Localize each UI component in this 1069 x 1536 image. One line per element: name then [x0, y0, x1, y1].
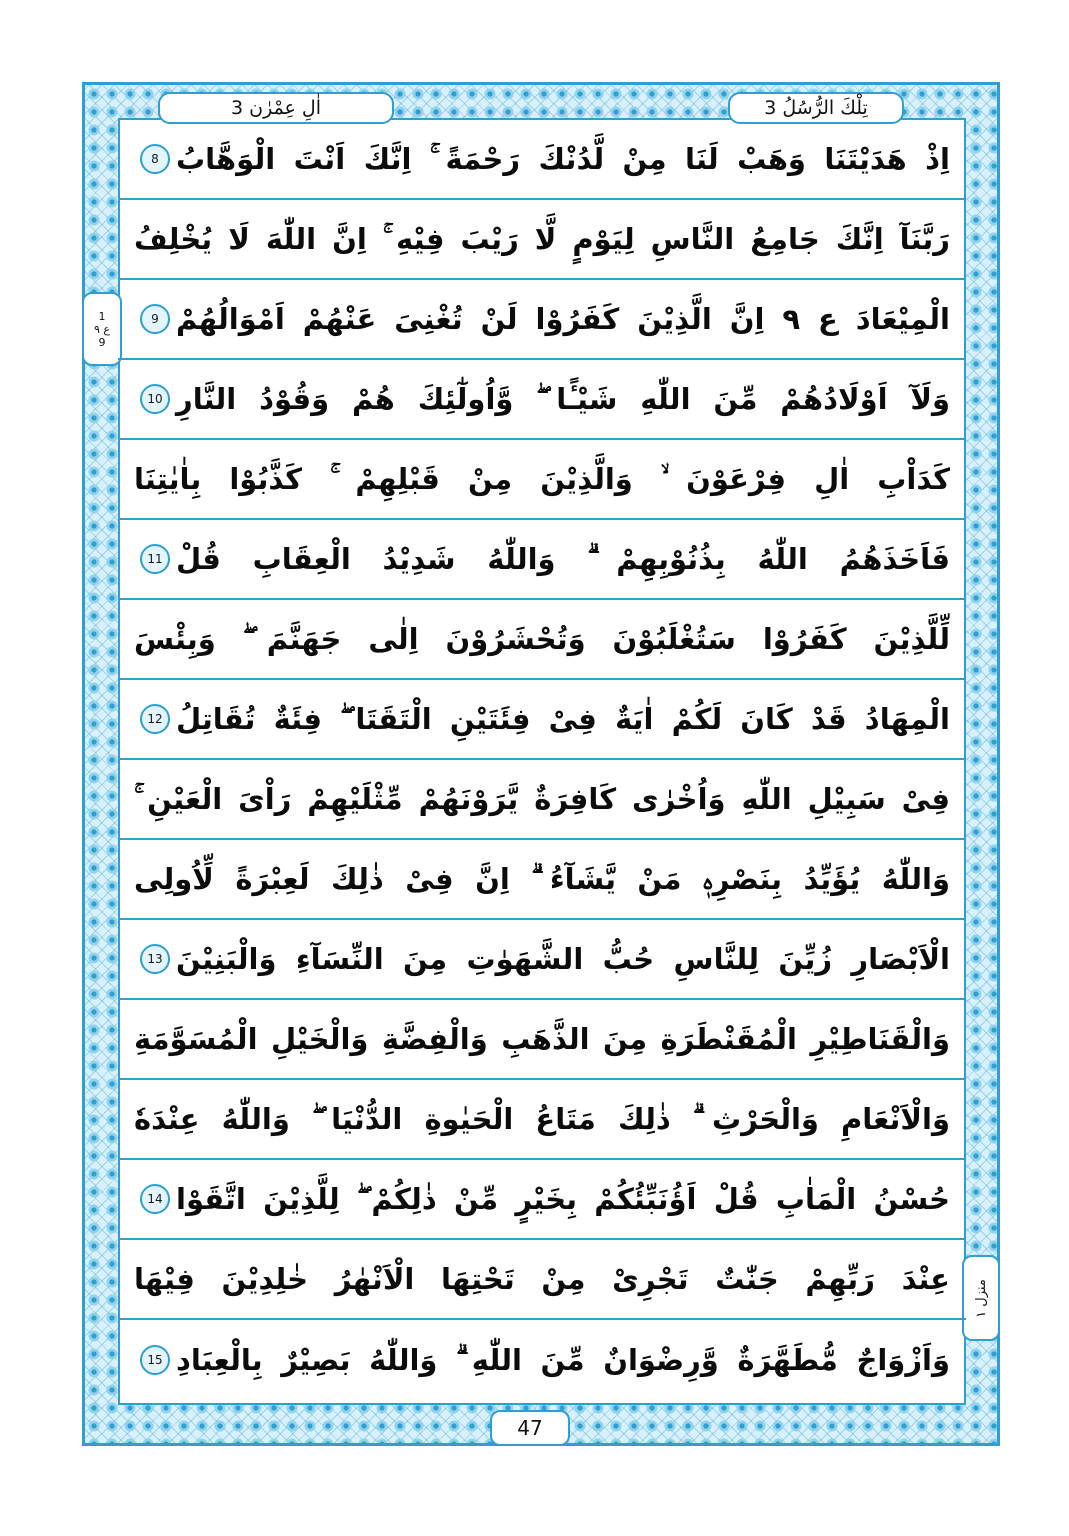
- ayah-number-marker: 8: [140, 144, 170, 174]
- verse-line-text: حُسْنُ الْمَاٰبِ قُلْ اَؤُنَبِّئُكُمْ بِخَيْرٍ مِّنْ ذٰلِكُمْ ۖ لِلَّذِيْنَ اتَّقَوْا: [176, 1181, 950, 1216]
- ayah-number-marker: 14: [140, 1184, 170, 1214]
- ruku-marker-top: 1: [98, 309, 106, 323]
- ruku-marker-middle: ع ۹: [94, 322, 110, 336]
- verse-line-text: لِّلَّذِيْنَ كَفَرُوْا سَتُغْلَبُوْنَ وَتُحْشَرُوْنَ اِلٰى جَهَنَّمَ ۖ وَبِئْسَ: [134, 621, 950, 656]
- verse-line-text: الْمِهَادُ قَدْ كَانَ لَكُمْ اٰيَةٌ فِىْ فِئَتَيْنِ الْتَقَتَا ۖ فِئَةٌ تُقَاتِلُ: [176, 701, 950, 736]
- ruku-marker-bottom: 9: [98, 335, 106, 349]
- verse-line-text: وَاَزْوَاجٌ مُّطَهَّرَةٌ وَّرِضْوَانٌ مِّنَ اللّٰهِ ۗ وَاللّٰهُ بَصِيْرٌ بِالْعِبَادِ: [176, 1342, 950, 1377]
- verse-line: [118, 520, 966, 600]
- verse-line-text: وَاللّٰهُ يُؤَيِّدُ بِنَصْرِهٖ مَنْ يَّشَآءُ ۗ اِنَّ فِىْ ذٰلِكَ لَعِبْرَةً لِّاُولِى: [134, 861, 950, 896]
- verse-line: [118, 440, 966, 520]
- verse-line: [118, 1160, 966, 1240]
- verse-line: [118, 1320, 966, 1400]
- ayah-number-marker: 15: [140, 1345, 170, 1375]
- ayah-number-marker: 12: [140, 704, 170, 734]
- verse-line: [118, 1240, 966, 1320]
- page-number: 47: [490, 1410, 570, 1446]
- verse-line-text: وَلَآ اَوْلَادُهُمْ مِّنَ اللّٰهِ شَيْـًٔا ۖ وَّاُولٰٓئِكَ هُمْ وَقُوْدُ النَّارِ: [176, 381, 950, 416]
- verse-line: [118, 1000, 966, 1080]
- verse-line-text: اِذْ هَدَيْتَنَا وَهَبْ لَنَا مِنْ لَّدُنْكَ رَحْمَةً ۚ اِنَّكَ اَنْتَ الْوَهَّابُ: [176, 141, 950, 176]
- verse-line: [118, 1080, 966, 1160]
- verse-line-text: كَدَاْبِ اٰلِ فِرْعَوْنَ ۙ وَالَّذِيْنَ مِنْ قَبْلِهِمْ ۚ كَذَّبُوْا بِاٰيٰتِنَا: [134, 461, 950, 496]
- verse-line: [118, 280, 966, 360]
- verse-line-text: وَالْقَنَاطِيْرِ الْمُقَنْطَرَةِ مِنَ الذَّهَبِ وَالْفِضَّةِ وَالْخَيْلِ الْمُسَوَّمَةِ: [134, 1022, 950, 1056]
- verse-line-text: الْاَبْصَارِ زُيِّنَ لِلنَّاسِ حُبُّ الشَّهَوٰتِ مِنَ النِّسَآءِ وَالْبَنِيْنَ: [176, 942, 950, 976]
- verse-line-text: عِنْدَ رَبِّهِمْ جَنّٰتٌ تَجْرِىْ مِنْ تَحْتِهَا الْاَنْهٰرُ خٰلِدِيْنَ فِيْهَا: [134, 1262, 950, 1296]
- surah-name-header: اٰلِ عِمْرٰن 3: [158, 92, 394, 124]
- verse-line: [118, 760, 966, 840]
- para-name-header: تِلْكَ الرُّسُلُ 3: [728, 92, 904, 124]
- verse-line-text: فِىْ سَبِيْلِ اللّٰهِ وَاُخْرٰى كَافِرَةٌ يَّرَوْنَهُمْ مِّثْلَيْهِمْ رَاْىَ الْعَيْنِ ۚ: [134, 781, 950, 816]
- verse-line: [118, 360, 966, 440]
- ayah-number-marker: 13: [140, 944, 170, 974]
- ayah-number-marker: 9: [140, 304, 170, 334]
- ayah-number-marker: 11: [140, 544, 170, 574]
- verse-line: [118, 200, 966, 280]
- verse-line-text: فَاَخَذَهُمُ اللّٰهُ بِذُنُوْبِهِمْ ۗ وَاللّٰهُ شَدِيْدُ الْعِقَابِ قُلْ: [176, 541, 950, 576]
- verse-line: [118, 600, 966, 680]
- verse-line-text: رَبَّنَآ اِنَّكَ جَامِعُ النَّاسِ لِيَوْمٍ لَّا رَيْبَ فِيْهِ ۚ اِنَّ اللّٰهَ لَا يُخْلِفُ: [134, 221, 950, 256]
- manzil-marker: [962, 1255, 1000, 1341]
- manzil-marker-label: منزل ۱: [973, 1278, 989, 1318]
- verse-line: [118, 920, 966, 1000]
- verse-line: [118, 120, 966, 200]
- ayah-number-marker: 10: [140, 384, 170, 414]
- verse-line: [118, 840, 966, 920]
- verse-line-text: الْمِيْعَادَ ع ۹ اِنَّ الَّذِيْنَ كَفَرُوْا لَنْ تُغْنِىَ عَنْهُمْ اَمْوَالُهُمْ: [176, 302, 950, 336]
- verse-line-text: وَالْاَنْعَامِ وَالْحَرْثِ ۗ ذٰلِكَ مَتَاعُ الْحَيٰوةِ الدُّنْيَا ۖ وَاللّٰهُ عِنْدَهٗ: [134, 1101, 950, 1136]
- ruku-marker: [82, 292, 122, 366]
- verse-line: [118, 680, 966, 760]
